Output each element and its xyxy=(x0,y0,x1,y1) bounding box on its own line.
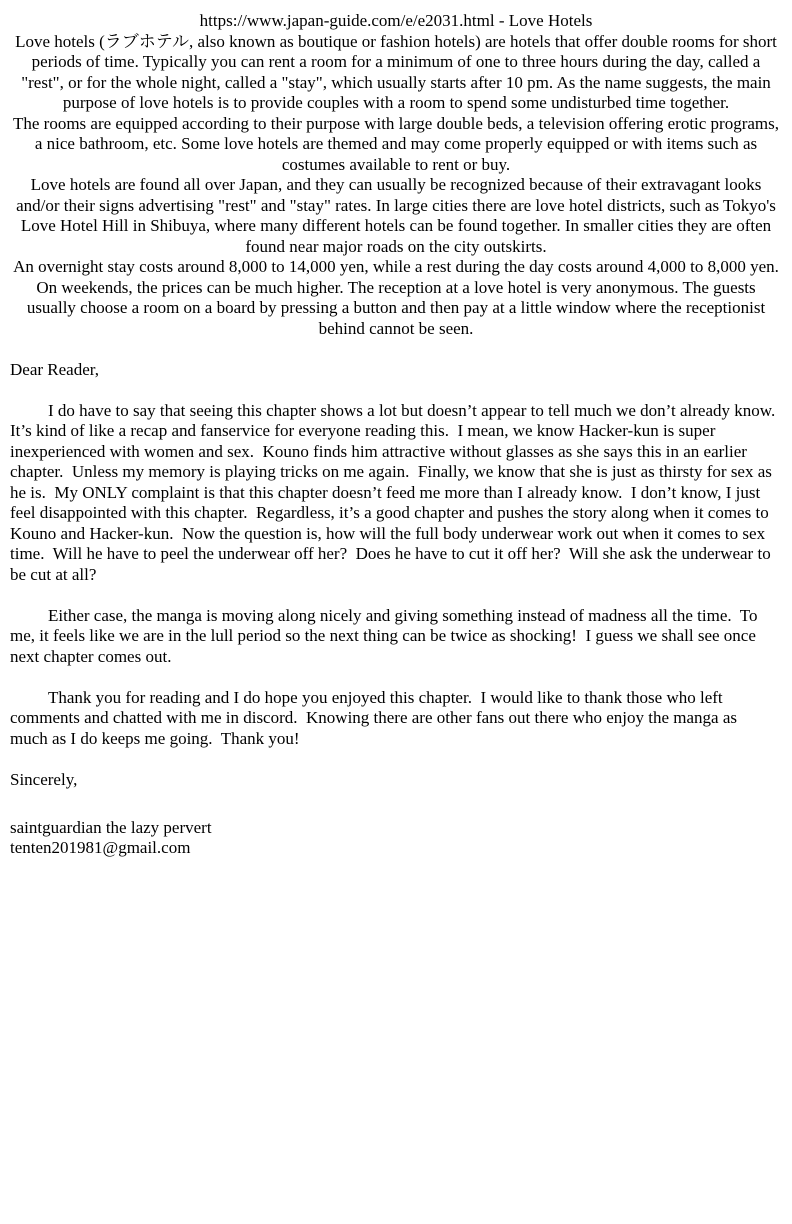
signature-block xyxy=(10,818,776,859)
signature-email: tenten201981@gmail.com xyxy=(10,838,191,857)
source-paragraph-1: Love hotels (ラブホテル, also known as boutique or fashion hotels) are hotels that offer double rooms for short periods of time. Typically you can rent a room for a minimum of one to three hours during the day, called a "rest", or for the whole night, called a "stay", which usually starts after 10 pm. As the name suggests, the main purpose of love hotels is to provide couples with a room to spend some undisturbed time together. xyxy=(15,31,777,112)
source-paragraph-4: An overnight stay costs around 8,000 to 14,000 yen, while a rest during the day costs around 4,000 to 8,000 yen. On weekends, the prices can be much higher. The reception at a love hotel is very anonymous. The guests usually choose a room on a board by pressing a button and then pay at a little window where the receptionist behind cannot be seen. xyxy=(13,257,779,338)
reader-letter xyxy=(0,360,792,859)
letter-paragraph-2: Either case, the manga is moving along nicely and giving something instead of madness all the time. To me, it feels like we are in the lull period so the next thing can be twice as shocking! I guess we shall see once next chapter comes out. xyxy=(10,605,762,666)
letter-paragraph-3: Thank you for reading and I do hope you enjoyed this chapter. I would like to thank those who left comments and chatted with me in discord. Knowing there are other fans out there who enjoy the manga as much as I do keeps me going. Thank you! xyxy=(10,687,742,748)
source-url-title: https://www.japan-guide.com/e/e2031.html - Love Hotels xyxy=(199,11,593,30)
letter-closing: Sincerely, xyxy=(10,770,78,789)
source-paragraph-2: The rooms are equipped according to their purpose with large double beds, a television offering erotic programs, a nice bathroom, etc. Some love hotels are themed and may come properly equipped or with items such as costumes available to rent or buy. xyxy=(12,113,780,174)
letter-paragraph-1: I do have to say that seeing this chapter shows a lot but doesn’t appear to tell much we don’t already know. It’s kind of like a recap and fanservice for everyone reading this. I mean, we know Hacker-kun is super inexperienced with women and sex. Kouno finds him attractive without glasses as she says this in an earlier chapter. Unless my memory is playing tricks on me again. Finally, we know that she is just as thirsty for sex as he is. My ONLY complaint is that this chapter doesn’t feed me more than I already know. I don’t know, I just feel disappointed with this chapter. Regardless, it’s a good chapter and pushes the story along when it comes to Kouno and Hacker-kun. Now the question is, how will the full body underwear work out when it comes to sex time. Will he have to peel the underwear off her? Does he have to cut it off her? Will she ask the underwear to be cut at all? xyxy=(10,400,784,584)
signature-name: saintguardian the lazy pervert xyxy=(10,817,212,837)
source-paragraph-3: Love hotels are found all over Japan, and they can usually be recognized because of their extravagant looks and/or their signs advertising "rest" and "stay" rates. In large cities there are love hotel districts, such as Tokyo's Love Hotel Hill in Shibuya, where many different hotels can be found together. In smaller cities they are often found near major roads on the city outskirts. xyxy=(16,175,776,256)
letter-salutation: Dear Reader, xyxy=(10,359,99,379)
source-excerpt-block xyxy=(0,0,792,339)
